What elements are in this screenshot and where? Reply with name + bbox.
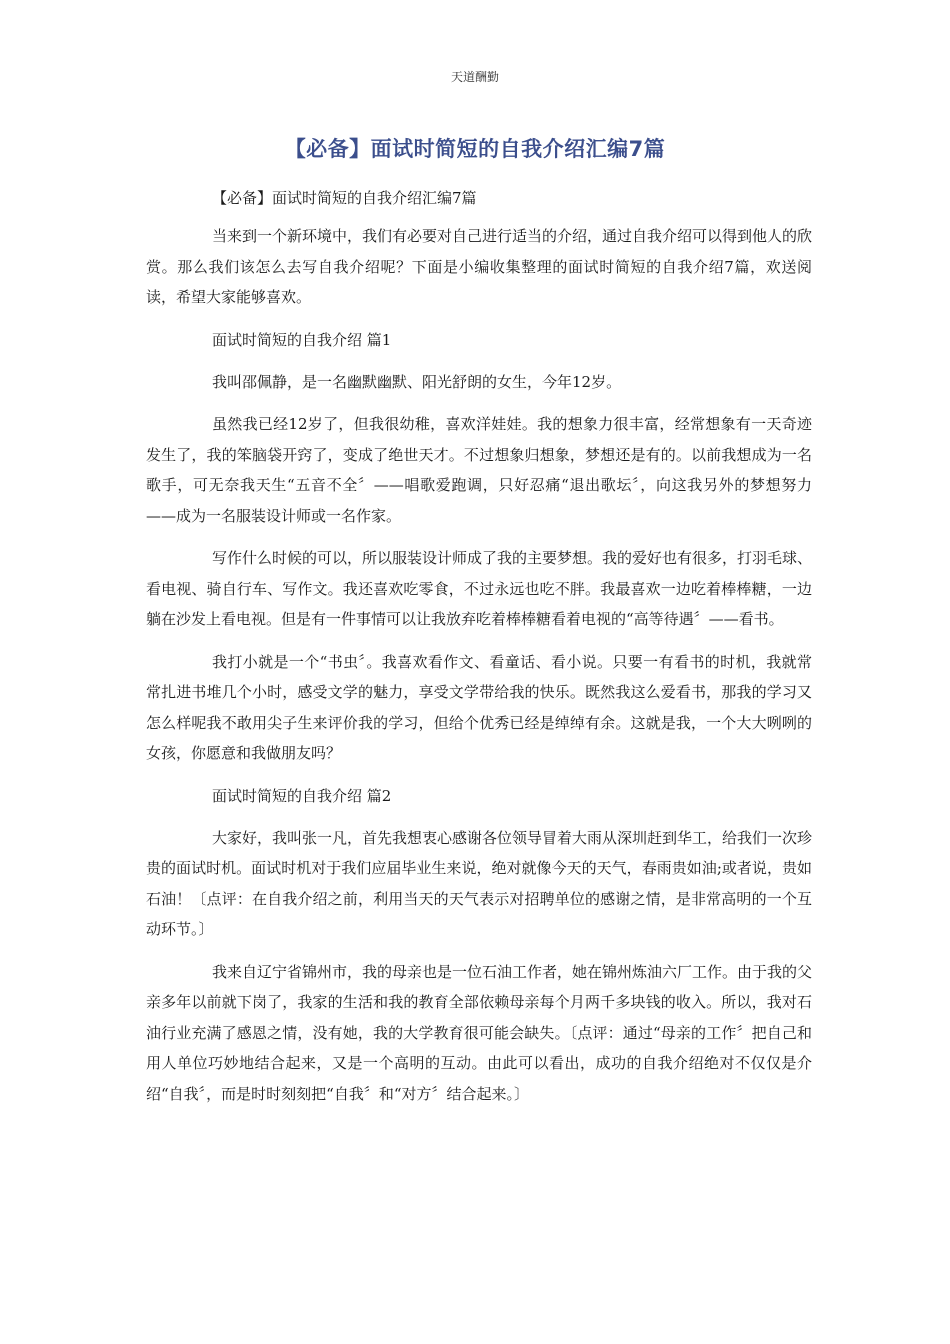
section-heading-1: 面试时简短的自我介绍 篇1 <box>212 330 392 349</box>
document-title: 【必备】面试时简短的自我介绍汇编7篇 <box>284 137 666 161</box>
section-heading-2: 面试时简短的自我介绍 篇2 <box>212 786 392 805</box>
section1-paragraph-2: 虽然我已经12岁了，但我很幼稚，喜欢洋娃娃。我的想象力很丰富，经常想象有一天奇迹发生了，我的笨脑袋开窍了，变成了绝世天才。不过想象归想象，梦想还是有的。以前我想成为一名歌手，可无奈我天生“五音不全〞——唱歌爱跑调，只好忍痛“退出歌坛〞，向这我另外的梦想努力——成为一名服装设计师或一名作家。 <box>146 415 812 525</box>
section1-paragraph-4: 我打小就是一个“书虫〞。我喜欢看作文、看童话、看小说。只要一有看书的时机，我就常常扎进书堆几个小时，感受文学的魅力，享受文学带给我的快乐。既然我这么爱看书，那我的学习又怎么样呢我不敢用尖子生来评价我的学习，但给个优秀已经是绰绰有余。这就是我，一个大大咧咧的女孩，你愿意和我做朋友吗？ <box>146 652 812 762</box>
section2-paragraph-2: 我来自辽宁省锦州市，我的母亲也是一位石油工作者，她在锦州炼油六厂工作。由于我的父亲多年以前就下岗了，我家的生活和我的教育全部依赖母亲每个月两千多块钱的收入。所以，我对石油行业充满了感恩之情，没有她，我的大学教育很可能会缺失。〔点评：通过“母亲的工作〞把自己和用人单位巧妙地结合起来，又是一个高明的互动。由此可以看出，成功的自我介绍绝对不仅仅是介绍“自我〞，而是时时刻刻把“自我〞和“对方〞结合起来。〕 <box>146 962 813 1103</box>
document-body <box>146 184 812 1121</box>
section1-paragraph-3: 写作什么时候的可以，所以服装设计师成了我的主要梦想。我的爱好也有很多，打羽毛球、看电视、骑自行车、写作文。我还喜欢吃零食，不过永远也吃不胖。我最喜欢一边吃着棒棒糖，一边躺在沙发上看电视。但是有一件事情可以让我放弃吃着棒棒糖看着电视的“高等待遇〞——看书。 <box>146 549 813 628</box>
intro-paragraph: 当来到一个新环境中，我们有必要对自己进行适当的介绍，通过自我介绍可以得到他人的欣赏。那么我们该怎么去写自我介绍呢？下面是小编收集整理的面试时简短的自我介绍7篇，欢送阅读，希望大家能够喜欢。 <box>146 227 813 306</box>
section2-paragraph-1: 大家好，我叫张一凡，首先我想衷心感谢各位领导冒着大雨从深圳赶到华工，给我们一次珍贵的面试时机。面试时机对于我们应届毕业生来说，绝对就像今天的天气，春雨贵如油;或者说，贵如石油！〔点评：在自我介绍之前，利用当天的天气表示对招聘单位的感谢之情，是非常高明的一个互动环节。〕 <box>146 828 813 938</box>
section1-paragraph-1: 我叫邵佩静，是一名幽默幽默、阳光舒朗的女生，今年12岁。 <box>212 372 622 391</box>
page-header: 天道酬勤 <box>450 70 499 84</box>
document-subtitle: 【必备】面试时简短的自我介绍汇编7篇 <box>212 189 477 207</box>
